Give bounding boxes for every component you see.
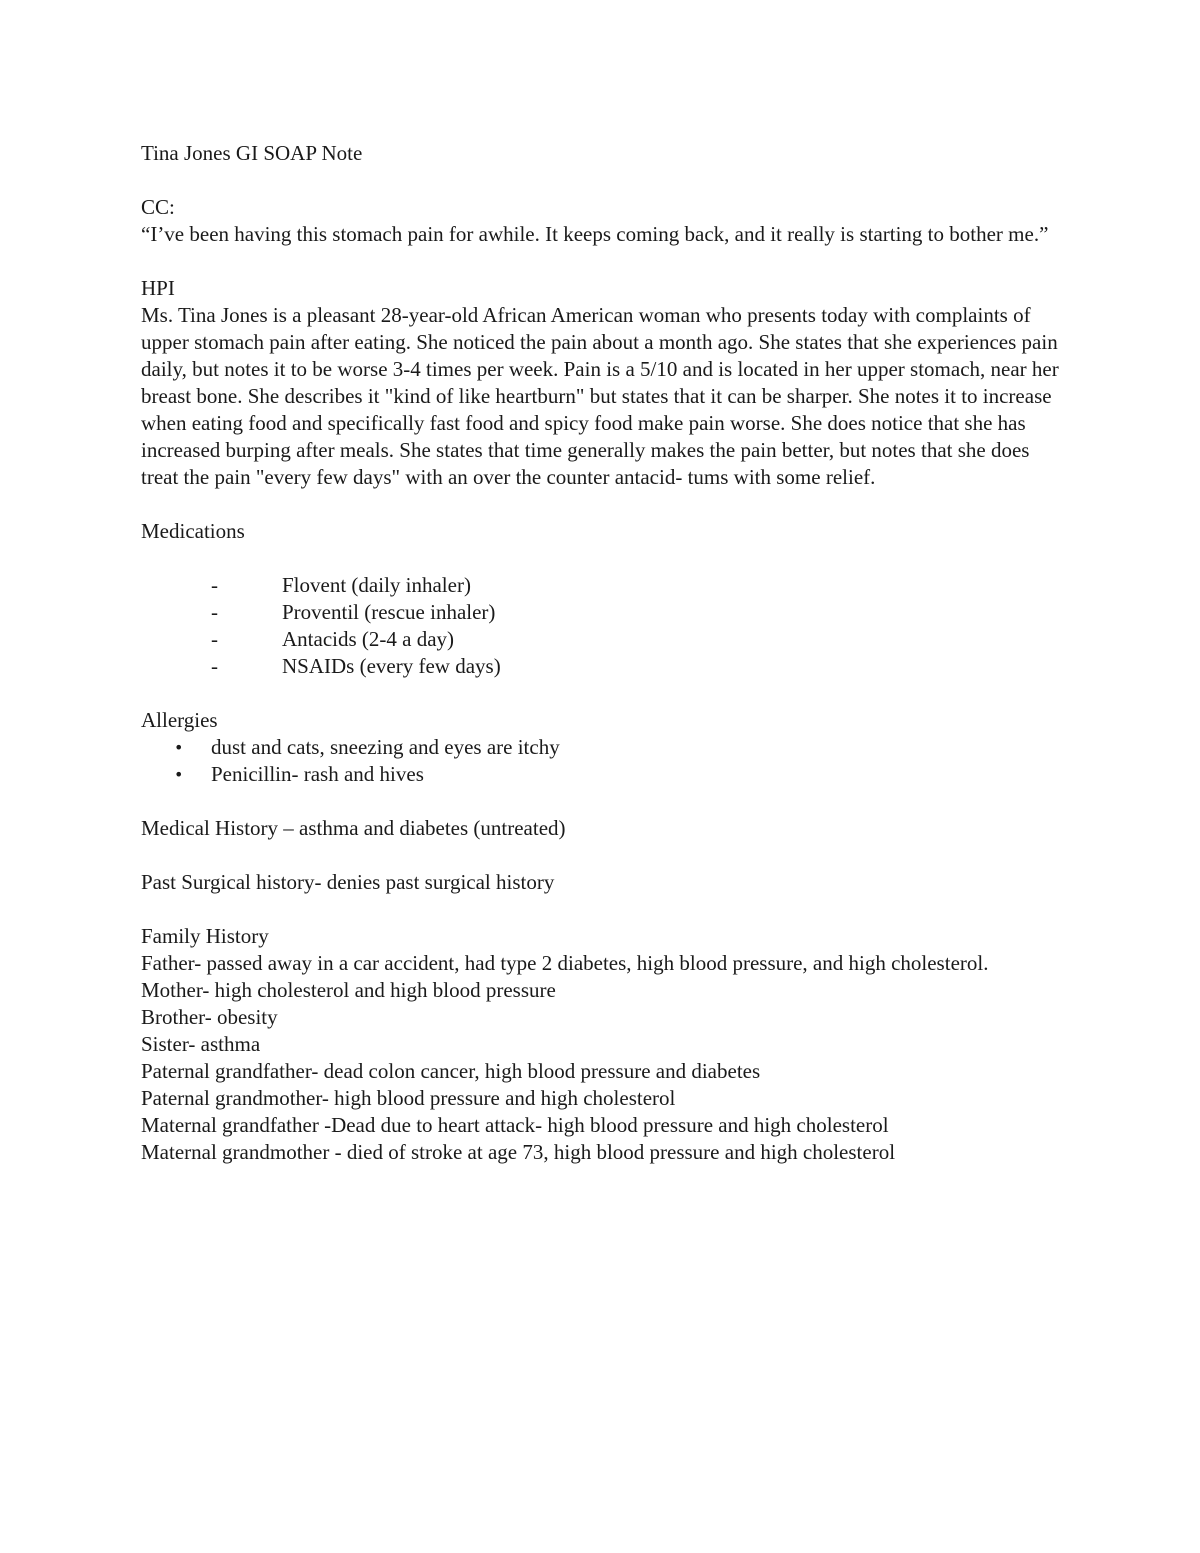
medical-history: Medical History – asthma and diabetes (untreated) [141,816,566,840]
cc-heading: CC: [141,195,175,219]
medication-item: Antacids (2-4 a day) [282,627,455,651]
surgical-history: Past Surgical history- denies past surgical history [141,870,555,894]
family-history-item: Paternal grandmother- high blood pressure and high cholesterol [141,1086,676,1110]
dash-marker: - [211,600,218,624]
allergy-item: dust and cats, sneezing and eyes are itchy [211,735,560,759]
medication-item: Proventil (rescue inhaler) [282,600,496,624]
document-page [141,140,1064,1166]
bullet-icon: • [174,765,184,784]
family-history-item: Paternal grandfather- dead colon cancer, high blood pressure and diabetes [141,1059,761,1083]
dash-marker: - [211,627,218,651]
allergy-item: Penicillin- rash and hives [211,762,424,786]
spacer [141,788,1061,815]
list-item [141,761,1061,788]
family-history-item: Brother- obesity [141,1005,278,1029]
family-history-item: Sister- asthma [141,1032,261,1056]
medications-list [141,572,1061,680]
spacer [141,491,1061,518]
cc-text: “I’ve been having this stomach pain for awhile. It keeps coming back, and it really is starting to bother me.” [141,222,1049,246]
family-history-item: Maternal grandfather -Dead due to heart attack- high blood pressure and high cholesterol [141,1113,889,1137]
document-title: Tina Jones GI SOAP Note [141,141,363,165]
spacer [141,680,1061,707]
dash-marker: - [211,654,218,678]
spacer [141,896,1061,923]
list-item [141,734,1061,761]
family-history-item: Maternal grandmother - died of stroke at age 73, high blood pressure and high cholesterol [141,1140,896,1164]
medication-item: NSAIDs (every few days) [282,654,501,678]
spacer [141,248,1061,275]
list-item [141,572,1061,599]
allergies-heading: Allergies [141,708,218,732]
family-history-item: Mother- high cholesterol and high blood pressure [141,978,556,1002]
spacer [141,167,1061,194]
medication-item: Flovent (daily inhaler) [282,573,471,597]
spacer [141,545,1061,572]
list-item [141,653,1061,680]
spacer [141,842,1061,869]
dash-marker: - [211,573,218,597]
medications-heading: Medications [141,519,245,543]
list-item [141,599,1061,626]
bullet-icon: • [174,738,184,757]
hpi-heading: HPI [141,276,175,300]
list-item [141,626,1061,653]
allergies-list [141,734,1061,788]
family-history-heading: Family History [141,924,269,948]
family-history-item: Father- passed away in a car accident, had type 2 diabetes, high blood pressure, and high cholesterol. [141,951,989,975]
hpi-text: Ms. Tina Jones is a pleasant 28-year-old African American woman who presents today with complaints of upper stomach pain after eating. She noticed the pain about a month ago. She states that she experiences pain daily, but notes it to be worse 3-4 times per week. Pain is a 5/10 and is located in her upper stomach, near her breast bone. She describes it "kind of like heartburn" but states that it can be sharper. She notes it to increase when eating food and specifically fast food and spicy food make pain worse. She does notice that she has increased burping after meals. She states that time generally makes the pain better, but notes that she does treat the pain "every few days" with an over the counter antacid- tums with some relief. [141,303,1064,489]
